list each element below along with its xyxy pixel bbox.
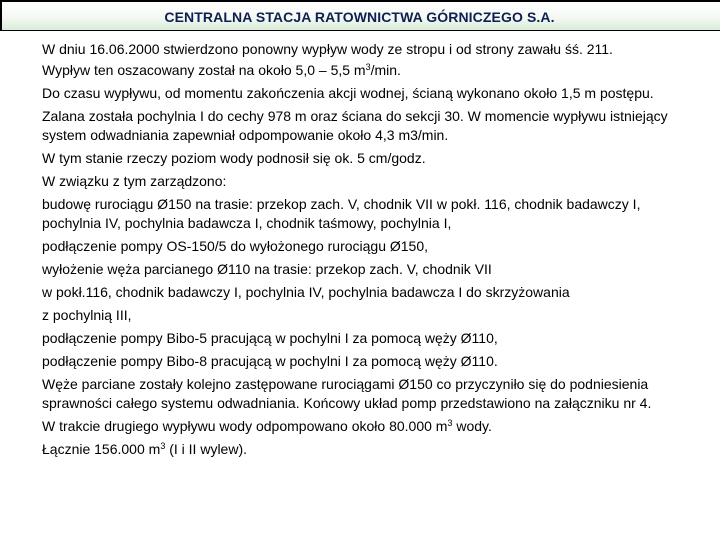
- list-item: z pochylnią III,: [42, 307, 132, 323]
- superscript: 3: [365, 62, 371, 72]
- paragraph-outflow: [42, 61, 702, 80]
- paragraph-second-outflow: [42, 417, 702, 436]
- date-text: W dniu 16.06.2000: [42, 41, 160, 57]
- paragraph-flooding: Zalana została pochylnia I do cechy 978 m oraz ściana do sekcji 30. W momencie wypływu istniejący system odwadniania zapewniał odpompowanie około 4,3 m3/min.: [42, 108, 668, 143]
- paragraph-progress: Do czasu wypływu, od momentu zakończenia akcji wodnej, ścianą wykonano około 1,5 m postępu.: [42, 85, 654, 101]
- list-item: wyłożenie węża parcianego Ø110 na trasie: przekop zach. V, chodnik VII: [42, 261, 492, 277]
- paragraph-text: (I i II wylew).: [165, 441, 247, 457]
- superscript: 3: [447, 418, 453, 428]
- page-title: CENTRALNA STACJA RATOWNICTWA GÓRNICZEGO S.A.: [164, 9, 555, 25]
- paragraph-text: Wypływ ten oszacowany został na około 5,0 – 5,5 m: [42, 62, 366, 78]
- superscript: 3: [160, 441, 166, 451]
- list-item: podłączenie pompy Bibo-8 pracującą w pochylni I za pomocą węży Ø110.: [42, 353, 498, 369]
- paragraph-hoses: Węże parciane zostały kolejno zastępowane rurociągami Ø150 co przyczyniło się do podniesienia sprawności całego systemu odwadniania. Końcowy układ pomp przedstawiono na załączniku nr 4.: [42, 376, 652, 411]
- paragraph-water-level: W tym stanie rzeczy poziom wody podnosił się ok. 5 cm/godz.: [42, 150, 426, 166]
- list-item: podłączenie pompy OS-150/5 do wyłożonego rurociągu Ø150,: [42, 238, 429, 254]
- document-body: [42, 40, 702, 463]
- paragraph-total: [42, 440, 702, 459]
- paragraph-text: Łącznie 156.000 m: [42, 441, 161, 457]
- paragraph-text: /min.: [370, 62, 401, 78]
- list-item: budowę rurociągu Ø150 na trasie: przekop zach. V, chodnik VII w pokł. 116, chodnik badawczy I, pochylnia IV, pochylnia badawcza I, chodnik taśmowy, pochylnia I,: [42, 196, 641, 231]
- paragraph-text: wody.: [452, 418, 492, 434]
- paragraph-date: [42, 40, 702, 59]
- list-item: w pokł.116, chodnik badawczy I, pochylnia IV, pochylnia badawcza I do skrzyżowania: [42, 284, 570, 300]
- paragraph-text: stwierdzono ponowny wypływ wody ze stropu i od strony zawału śś. 211.: [159, 41, 613, 57]
- paragraph-orders-intro: W związku z tym zarządzono:: [42, 173, 227, 189]
- paragraph-text: W trakcie drugiego wypływu wody odpompowano około 80.000 m: [42, 418, 448, 434]
- header-bar: [0, 0, 720, 31]
- list-item: podłączenie pompy Bibo-5 pracującą w pochylni I za pomocą węży Ø110,: [42, 330, 498, 346]
